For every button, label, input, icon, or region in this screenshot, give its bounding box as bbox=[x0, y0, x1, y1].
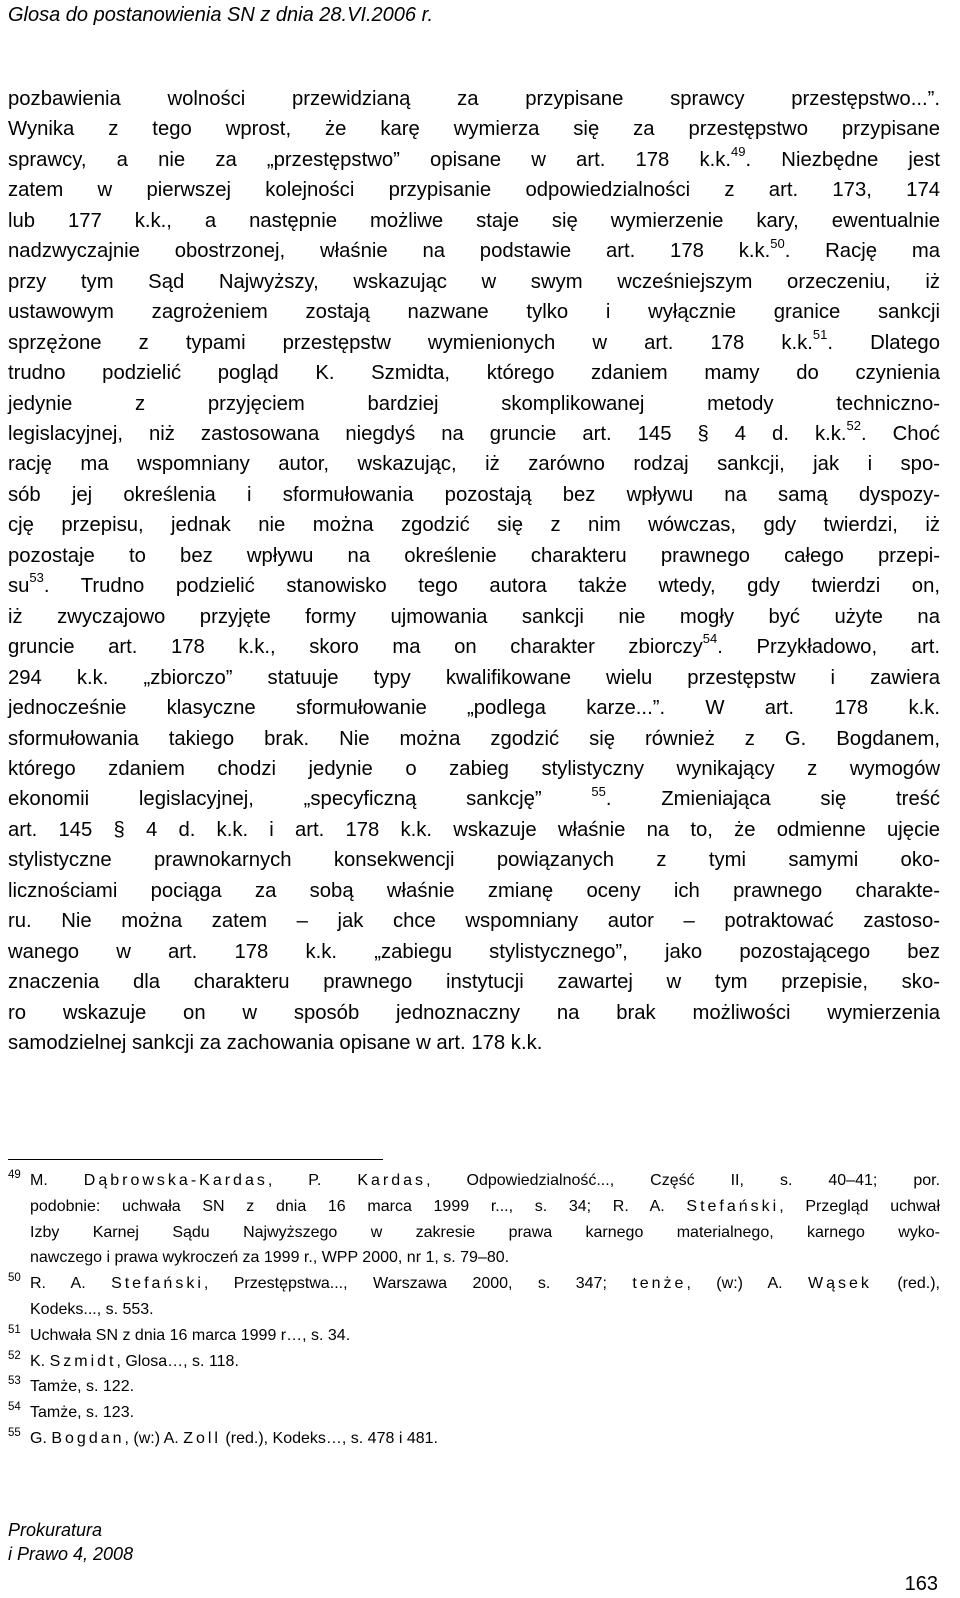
text-line: sób jej określenia i sformułowania pozostają bez wpływu na samą dyspozy- bbox=[8, 483, 940, 506]
text-line: art. 145 § 4 d. k.k. i art. 178 k.k. wskazuje właśnie na to, że odmienne ujęcie bbox=[8, 818, 940, 841]
text-line: sprzężone z typami przestępstw wymienionych w art. 178 k.k.$^{51}$. Dlatego bbox=[8, 326, 940, 354]
running-header: Glosa do postanowienia SN z dnia 28.VI.2006 r. bbox=[8, 4, 434, 26]
footnote-line: Kodeks..., s. 553. bbox=[30, 1300, 154, 1318]
text-line: jedynie z przyjęciem bardziej skomplikowanej metody techniczno- bbox=[8, 392, 940, 415]
text-line: gruncie art. 178 k.k., skoro ma on charakter zbiorczy$^{54}$. Przykładowo, art. bbox=[8, 631, 940, 659]
text-line: znaczenia dla charakteru prawnego instytucji zawartej w tym przepisie, sko- bbox=[8, 971, 940, 994]
footnote-number: 54 bbox=[8, 1401, 21, 1414]
footnote-number: 55 bbox=[8, 1426, 21, 1439]
text-line: którego zdaniem chodzi jedynie o zabieg stylistyczny wynikający z wymogów bbox=[8, 757, 940, 780]
footnote-ref-50[interactable]: 50 bbox=[770, 235, 785, 251]
page-number: 163 bbox=[904, 1573, 938, 1595]
text-line: Wynika z tego wprost, że karę wymierza się za przestępstwo przypisane bbox=[8, 118, 940, 141]
text-line: ustawowym zagrożeniem zostają nazwane tylko i wyłącznie granice sankcji bbox=[8, 301, 940, 324]
footnote-line: nawczego i prawa wykroczeń za 1999 r., WPP 2000, nr 1, s. 79–80. bbox=[30, 1249, 510, 1267]
footnote-line: M. Dąbrowska-Kardas, P. Kardas, Odpowiedzialność..., Część II, s. 40–41; por. bbox=[30, 1172, 941, 1189]
footnote-line: Izby Karnej Sądu Najwyższego w zakresie prawa karnego materialnego, karnego wyko- bbox=[30, 1223, 940, 1241]
footnotes bbox=[8, 1168, 940, 1452]
footnote-53 bbox=[8, 1374, 940, 1400]
text-line: rację ma wspomniany autor, wskazując, iż zarówno rodzaj sankcji, jak i spo- bbox=[8, 453, 940, 476]
text-line: sprawcy, a nie za „przestępstwo” opisane w art. 178 k.k.$^{49}$. Niezbędne jest bbox=[8, 144, 940, 171]
footnote-ref-55[interactable]: 55 bbox=[591, 783, 606, 799]
text-line: ro wskazuje on w sposób jednoznaczny na brak możliwości wymierzenia bbox=[8, 1001, 940, 1024]
footnote-ref-51[interactable]: 51 bbox=[812, 326, 828, 342]
footnote-number: 52 bbox=[8, 1349, 21, 1362]
footnote-line: G. Bogdan, (w:) A. Zoll (red.), Kodeks…, s. 478 i 481. bbox=[30, 1429, 438, 1447]
text-line: 294 k.k. „zbiorczo” statuuje typy kwalifikowane wielu przestępstw i zawiera bbox=[8, 666, 940, 689]
footnote-number: 49 bbox=[8, 1169, 21, 1181]
text-line: wanego w art. 178 k.k. „zabiegu stylistycznego”, jako pozostającego bez bbox=[8, 940, 940, 963]
footnote-number: 53 bbox=[8, 1375, 21, 1388]
footnote-51 bbox=[8, 1323, 940, 1349]
text-line: licznościami pociąga za sobą właśnie zmianę oceny ich prawnego charakte- bbox=[8, 879, 940, 902]
text-line: pozbawienia wolności przewidzianą za przypisane sprawcy przestępstwo...”. bbox=[8, 88, 940, 110]
text-line: cję przepisu, jednak nie można zgodzić się z nim wówczas, gdy twierdzi, iż bbox=[8, 514, 940, 537]
footnote-separator bbox=[8, 1159, 383, 1160]
footnote-line: podobnie: uchwała SN z dnia 16 marca 1999 r..., s. 34; R. A. Stefański, Przegląd uchwał bbox=[30, 1197, 940, 1215]
text-line: sformułowania takiego brak. Nie można zgodzić się również z G. Bogdanem, bbox=[8, 727, 940, 750]
footnote-52 bbox=[8, 1349, 940, 1375]
footnote-line: Uchwała SN z dnia 16 marca 1999 r…, s. 34. bbox=[30, 1326, 351, 1344]
footnote-ref-49[interactable]: 49 bbox=[731, 144, 746, 160]
text-line: iż zwyczajowo przyjęte formy ujmowania sankcji nie mogły być użyte na bbox=[8, 605, 940, 628]
journal-footer bbox=[8, 1518, 133, 1566]
text-line: samodzielnej sankcji za zachowania opisane w art. 178 k.k. bbox=[8, 1032, 543, 1055]
footnote-number: 50 bbox=[8, 1272, 21, 1285]
journal-name: Prokuratura bbox=[8, 1520, 103, 1540]
footnote-ref-54[interactable]: 54 bbox=[702, 631, 718, 647]
text-line: stylistyczne prawnokarnych konsekwencji powiązanych z tymi samymi oko- bbox=[8, 849, 940, 872]
text-line: pozostaje to bez wpływu na określenie charakteru prawnego całego przepi- bbox=[8, 544, 940, 567]
footnote-ref-52[interactable]: 52 bbox=[846, 418, 861, 434]
text-line: legislacyjnej, niż zastosowana niegdyś na gruncie art. 145 § 4 d. k.k.$^{52}$. Choć bbox=[8, 418, 940, 445]
text-line: lub 177 k.k., a następnie możliwe staje się wymierzenie kary, ewentualnie bbox=[8, 209, 940, 232]
footnote-49 bbox=[8, 1168, 940, 1271]
footnote-line: Tamże, s. 122. bbox=[30, 1378, 135, 1396]
footnote-ref-53[interactable]: 53 bbox=[29, 570, 44, 586]
text-line: trudno podzielić pogląd K. Szmidta, którego zdaniem mamy do czynienia bbox=[8, 362, 940, 385]
text-line: jednocześnie klasyczne sformułowanie „podlega karze...”. W art. 178 k.k. bbox=[8, 697, 940, 720]
text-line: nadzwyczajnie obostrzonej, właśnie na podstawie art. 178 k.k.$^{50}$. Rację ma bbox=[8, 235, 940, 263]
text-line: ekonomii legislacyjnej, „specyficzną sankcję” $^{55}$. Zmieniająca się treść bbox=[8, 783, 940, 811]
main-text bbox=[8, 84, 940, 1059]
footnote-line: K. Szmidt, Glosa…, s. 118. bbox=[30, 1352, 239, 1370]
footnote-50 bbox=[8, 1271, 940, 1323]
footnote-line: Tamże, s. 123. bbox=[30, 1404, 135, 1422]
text-line: zatem w pierwszej kolejności przypisanie odpowiedzialności z art. 173, 174 bbox=[8, 179, 940, 202]
text-line: $su^{53}$. Trudno podzielić stanowisko tego autora także wtedy, gdy twierdzi on, bbox=[8, 570, 940, 598]
text-line: przy tym Sąd Najwyższy, wskazując w swym wcześniejszym orzeczeniu, iż bbox=[8, 270, 940, 293]
footnote-54 bbox=[8, 1400, 940, 1426]
footnote-55 bbox=[8, 1426, 940, 1452]
journal-issue: i Prawo 4, 2008 bbox=[8, 1544, 134, 1564]
footnote-line: R. A. Stefański, Przestępstwa..., Warszawa 2000, s. 347; tenże, (w:) A. Wąsek (red.), bbox=[30, 1275, 941, 1293]
text-line: ru. Nie można zatem – jak chce wspomniany autor – potraktować zastoso- bbox=[8, 910, 940, 933]
footnote-number: 51 bbox=[8, 1323, 21, 1336]
